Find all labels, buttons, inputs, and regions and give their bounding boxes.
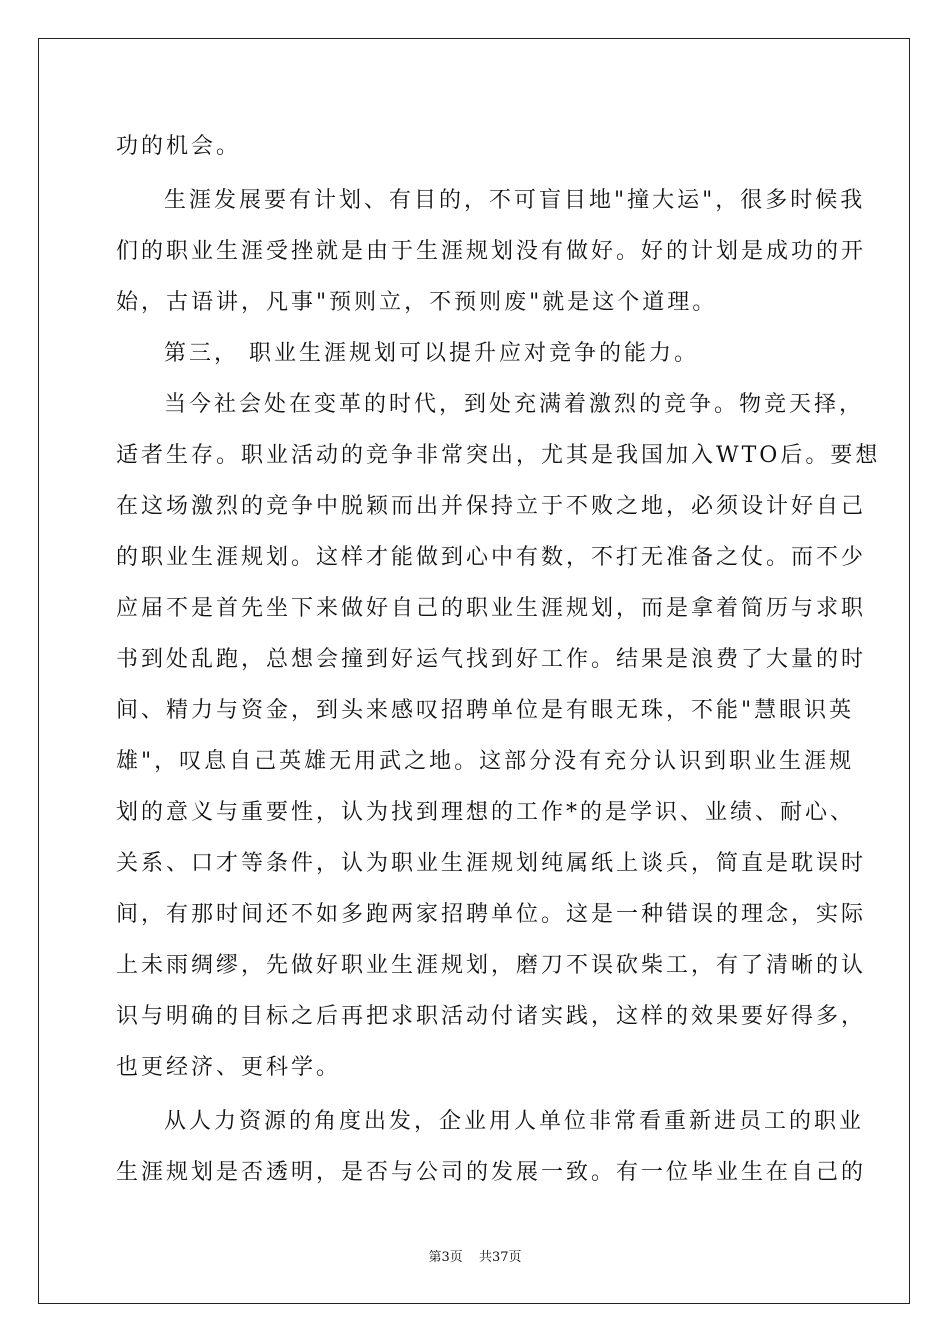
text-line-3: 们的职业生涯受挫就是由于生涯规划没有做好。好的计划是成功的开 xyxy=(116,239,867,264)
text-line-14: 划的意义与重要性，认为找到理想的工作*的是学识、业绩、耐心、 xyxy=(116,800,856,825)
text-line-16: 间，有那时间还不如多跑两家招聘单位。这是一种错误的理念，实际 xyxy=(116,902,867,927)
text-line-1: 功的机会。 xyxy=(116,134,242,159)
text-line-20: 从人力资源的角度出发，企业用人单位非常看重新进员工的职业 xyxy=(164,1109,865,1134)
text-line-6: 当今社会处在变革的时代，到处充满着激烈的竞争。物竞天择， xyxy=(164,392,865,417)
page-number: 第3页 xyxy=(428,1250,463,1265)
text-line-17: 上未雨绸缪，先做好职业生涯规划，磨刀不误砍柴工，有了清晰的认 xyxy=(116,953,867,978)
section-heading: 第三， 职业生涯规划可以提升应对竞争的能力。 xyxy=(164,341,699,366)
text-line-19: 也更经济、更科学。 xyxy=(116,1055,342,1080)
text-line-11: 书到处乱跑，总想会撞到好运气找到好工作。结果是浪费了大量的时 xyxy=(116,647,867,672)
text-line-4: 始，古语讲，凡事"预则立，不预则废"就是这个道理。 xyxy=(116,290,718,315)
text-line-10: 应届不是首先坐下来做好自己的职业生涯规划，而是拿着简历与求职 xyxy=(116,596,867,621)
total-pages: 共37页 xyxy=(478,1250,522,1265)
text-line-15: 关系、口才等条件，认为职业生涯规划纯属纸上谈兵，简直是耽误时 xyxy=(116,851,867,876)
page-footer xyxy=(0,1249,950,1267)
text-line-8: 在这场激烈的竞争中脱颖而出并保持立于不败之地，必须设计好自己 xyxy=(116,494,867,519)
text-line-2: 生涯发展要有计划、有目的，不可盲目地"撞大运"，很多时候我 xyxy=(164,188,866,213)
text-line-12: 间、精力与资金，到头来感叹招聘单位是有眼无珠，不能"慧眼识英 xyxy=(116,698,855,723)
text-line-13: 雄"，叹息自己英雄无用武之地。这部分没有充分认识到职业生涯规 xyxy=(116,749,855,774)
text-line-21: 生涯规划是否透明，是否与公司的发展一致。有一位毕业生在自己的 xyxy=(116,1160,867,1185)
text-line-7: 适者生存。职业活动的竞争非常突出，尤其是我国加入WTO后。要想 xyxy=(116,443,881,468)
text-line-18: 识与明确的目标之后再把求职活动付诸实践，这样的效果要好得多， xyxy=(116,1004,867,1029)
text-line-9: 的职业生涯规划。这样才能做到心中有数，不打无准备之仗。而不少 xyxy=(116,545,867,570)
